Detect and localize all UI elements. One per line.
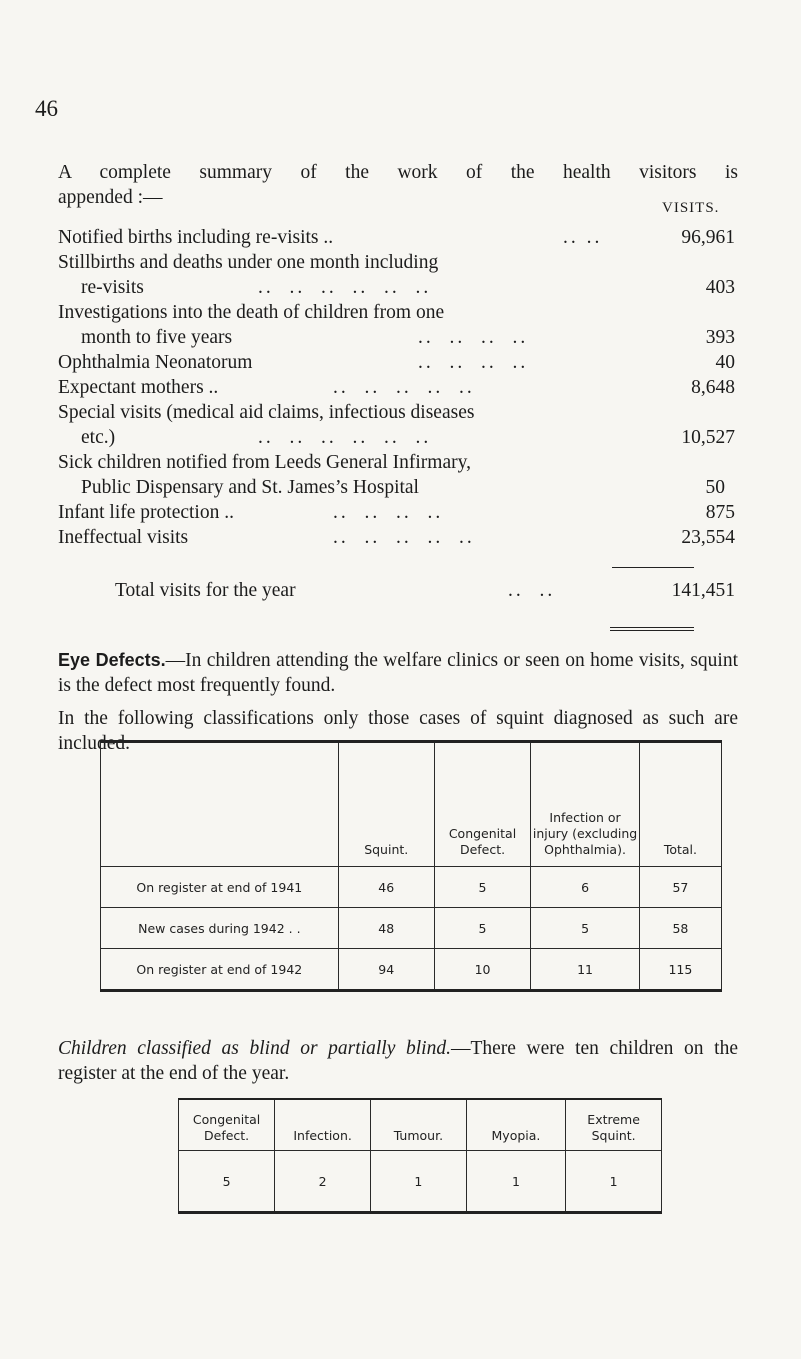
total-rule [612, 567, 694, 568]
summary-label: etc.) [81, 427, 116, 448]
table-cell: New cases during 1942 . . [101, 908, 339, 949]
table-cell: 6 [531, 867, 640, 908]
summary-value: 50 [705, 477, 725, 498]
table-header-cell: Squint. [338, 742, 434, 867]
intro-line-1: A complete summary of the work of the health visitors is [58, 162, 738, 183]
leader-dots: .. .. .. .. .. .. [258, 277, 432, 298]
table-header-cell: Total. [639, 742, 721, 867]
summary-value: 10,527 [681, 427, 735, 448]
summary-value: 96,961 [681, 227, 735, 248]
summary-label: Ophthalmia Neonatorum [58, 352, 253, 373]
summary-label: Investigations into the death of children from one [58, 302, 445, 323]
table-cell: 58 [639, 908, 721, 949]
leader-dots: .. .. [563, 227, 603, 248]
summary-label: Notified births including re-visits .. [58, 227, 334, 248]
table-cell: On register at end of 1941 [101, 867, 339, 908]
table-cell: On register at end of 1942 [101, 949, 339, 991]
table-cell: 5 [434, 867, 531, 908]
total-double-rule-top [610, 627, 694, 628]
table-cell: 94 [338, 949, 434, 991]
children-blind-paragraph [58, 1036, 738, 1086]
table-cell: 11 [531, 949, 640, 991]
children-blind-lead: Children classified as blind or partially blind. [58, 1038, 451, 1059]
leader-dots: .. .. .. .. [333, 502, 444, 523]
summary-value: 23,554 [681, 527, 735, 548]
table-cell: 5 [434, 908, 531, 949]
summary-label: Sick children notified from Leeds General Infirmary, [58, 452, 471, 473]
summary-label: Ineffectual visits [58, 527, 189, 548]
table-cell: 46 [338, 867, 434, 908]
total-value: 141,451 [671, 580, 735, 601]
table-cell: 5 [179, 1151, 275, 1213]
table-cell: 1 [371, 1151, 467, 1213]
leader-dots: .. .. .. .. .. [333, 377, 475, 398]
leader-dots: .. .. .. .. [418, 352, 529, 373]
leader-dots: .. .. .. .. .. .. [258, 427, 432, 448]
intro-paragraph [58, 160, 738, 210]
total-label: Total visits for the year [115, 580, 296, 601]
summary-label: Stillbirths and deaths under one month including [58, 252, 439, 273]
leader-dots: .. .. .. .. [418, 327, 529, 348]
blind-table [178, 1098, 662, 1214]
summary-value: 403 [705, 277, 735, 298]
leader-dots: .. .. .. .. .. [333, 527, 475, 548]
table-header-cell: Congenital Defect. [179, 1099, 275, 1151]
summary-label: Expectant mothers .. [58, 377, 219, 398]
table-header-cell: Myopia. [466, 1099, 566, 1151]
eye-defects-text: —In children attending the welfare clinics or seen on home visits, squint is the defect most frequently found. [58, 650, 738, 696]
summary-value: 40 [715, 352, 735, 373]
table-cell: 57 [639, 867, 721, 908]
table-cell: 115 [639, 949, 721, 991]
table-header-cell: Congenital Defect. [434, 742, 531, 867]
summary-label: Public Dispensary and St. James’s Hospital [81, 477, 419, 498]
summary-label: month to five years [81, 327, 233, 348]
intro-line-2: appended :— [58, 187, 163, 208]
summary-value: 8,648 [691, 377, 735, 398]
table-header-cell [101, 742, 339, 867]
total-double-rule-bottom [610, 630, 694, 631]
table-header-row [179, 1099, 662, 1151]
table-header-cell: Tumour. [371, 1099, 467, 1151]
table-cell: 1 [466, 1151, 566, 1213]
summary-label: re-visits [81, 277, 144, 298]
classification-note: In the following classifications only those cases of squint diagnosed as such are included. [58, 708, 738, 754]
squint-table [100, 740, 722, 992]
table-cell: 5 [531, 908, 640, 949]
eye-defects-heading: Eye Defects. [58, 650, 166, 670]
table-header-cell: Infection. [275, 1099, 371, 1151]
table-cell: 10 [434, 949, 531, 991]
summary-value: 875 [705, 502, 735, 523]
page-number: 46 [35, 96, 58, 121]
summary-label: Infant life protection .. [58, 502, 234, 523]
visits-column-header: VISITS. [662, 200, 720, 216]
table-cell: 2 [275, 1151, 371, 1213]
table-cell: 48 [338, 908, 434, 949]
table-header-cell: Extreme Squint. [566, 1099, 662, 1151]
leader-dots: .. .. [508, 580, 556, 601]
table-row [101, 908, 722, 949]
table-row [101, 867, 722, 908]
table-row [101, 949, 722, 991]
summary-value: 393 [705, 327, 735, 348]
summary-label: Special visits (medical aid claims, infectious diseases [58, 402, 475, 423]
table-row [179, 1151, 662, 1213]
table-header-row [101, 742, 722, 867]
children-blind-text: —There were ten children on the register at the end of the year. [58, 1038, 738, 1084]
eye-defects-paragraph [58, 648, 738, 698]
table-cell: 1 [566, 1151, 662, 1213]
table-header-cell: Infection or injury (excluding Ophthalmia). [531, 742, 640, 867]
